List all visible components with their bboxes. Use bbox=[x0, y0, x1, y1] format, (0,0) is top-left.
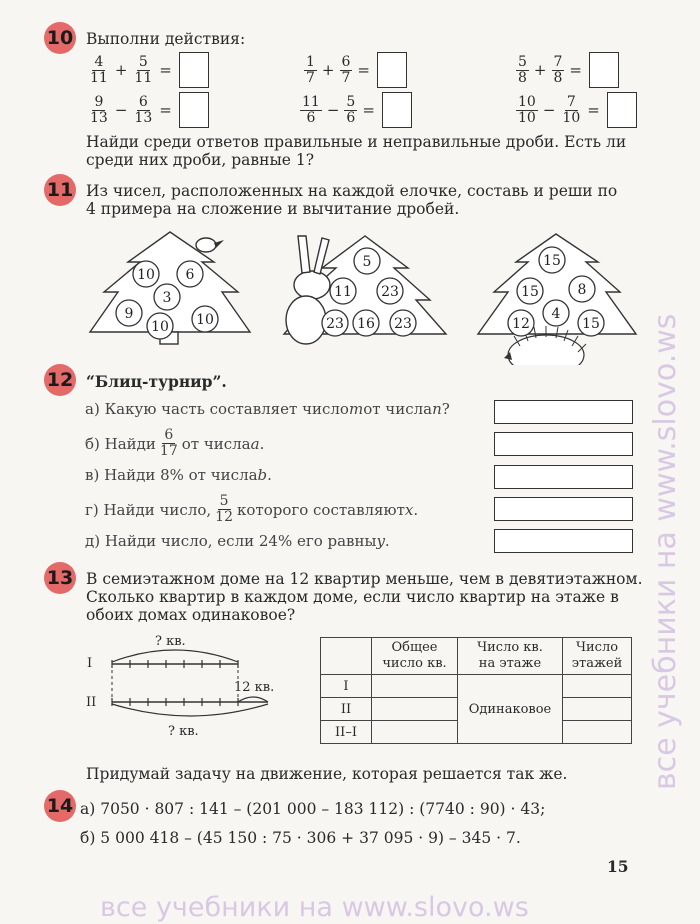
table-cell[interactable] bbox=[563, 698, 632, 721]
tree-number: 3 bbox=[162, 290, 172, 306]
blitz-question-b: б) Найди $\frac{6}{17}$ от числа a . bbox=[85, 427, 265, 459]
tree-number: 11 bbox=[334, 284, 352, 300]
tree-number: 16 bbox=[357, 316, 375, 332]
operator: + bbox=[321, 61, 335, 79]
answer-box[interactable] bbox=[589, 52, 619, 88]
watermark-side: все учебники на www.slovo.ws bbox=[648, 313, 683, 790]
tree-number: 6 bbox=[185, 267, 195, 283]
equals-sign: = bbox=[159, 101, 172, 119]
fraction: $\frac{7}{8}$ bbox=[553, 53, 563, 86]
blitz-question-e: д) Найди число, если 24% его равны y . bbox=[85, 532, 390, 550]
tree-number: 5 bbox=[362, 254, 372, 270]
tree-number: 23 bbox=[381, 284, 399, 300]
answer-box[interactable] bbox=[179, 92, 209, 128]
operator: − bbox=[326, 101, 340, 119]
tree-number: 23 bbox=[326, 316, 344, 332]
answer-box-b[interactable] bbox=[494, 432, 633, 456]
task-10-question-2: среди них дроби, равные 1? bbox=[86, 151, 315, 169]
tree-number: 4 bbox=[551, 306, 561, 322]
fraction: $\frac{10}{10}$ bbox=[518, 93, 536, 126]
equals-sign: = bbox=[159, 61, 172, 79]
task-12-title: “Блиц-турнир”. bbox=[86, 372, 227, 391]
task-10-question: Найди среди ответов правильные и неправильные дроби. Есть ли bbox=[86, 133, 627, 151]
table-header-total: Общее число кв. bbox=[372, 638, 458, 675]
fraction: $\frac{5}{8}$ bbox=[518, 53, 527, 86]
table-row-label: II–I bbox=[321, 721, 372, 744]
task-14-number: 14 bbox=[44, 790, 76, 822]
diagram-label-12: 12 кв. bbox=[234, 680, 275, 695]
task-10-exercise bbox=[514, 52, 619, 88]
tree-number: 10 bbox=[151, 319, 169, 335]
operator: + bbox=[114, 61, 128, 79]
task-13-text-3: обоих домах одинаковое? bbox=[86, 606, 296, 624]
tree-number: 10 bbox=[196, 312, 214, 328]
answer-box-e[interactable] bbox=[494, 529, 633, 553]
diagram-row-I: I bbox=[87, 656, 93, 671]
tree-number: 12 bbox=[512, 316, 530, 332]
equals-sign: = bbox=[587, 101, 600, 119]
task-10-title: Выполни действия: bbox=[86, 30, 246, 48]
task-13-number: 13 bbox=[44, 562, 76, 594]
page-number: 15 bbox=[607, 857, 629, 876]
table-cell[interactable] bbox=[372, 675, 458, 698]
task-10-exercise bbox=[86, 52, 209, 88]
task-13-motion-task: Придумай задачу на движение, которая решается так же. bbox=[86, 765, 568, 783]
table-header-floors: Число этажей bbox=[563, 638, 632, 675]
tree-number: 8 bbox=[577, 282, 587, 298]
answer-box[interactable] bbox=[382, 92, 412, 128]
operator: − bbox=[114, 101, 128, 119]
fraction: $\frac{7}{10}$ bbox=[562, 93, 581, 126]
operator: + bbox=[533, 61, 547, 79]
fraction: $\frac{11}{6}$ bbox=[302, 93, 320, 126]
table-cell[interactable] bbox=[372, 698, 458, 721]
data-table bbox=[320, 637, 632, 744]
answer-box[interactable] bbox=[179, 52, 209, 88]
table-row-label: I bbox=[321, 675, 372, 698]
task-10-exercise bbox=[302, 52, 407, 88]
fraction: $\frac{5}{11}$ bbox=[134, 53, 153, 86]
task-14-expression-a: а) 7050 · 807 : 141 – (201 000 – 183 112) : (7740 : 90) · 43; bbox=[80, 800, 546, 818]
answer-box-a[interactable] bbox=[494, 400, 633, 424]
diagram-label-top: ? кв. bbox=[155, 634, 186, 649]
fraction: $\frac{1}{7}$ bbox=[306, 53, 315, 86]
fraction: $\frac{6}{7}$ bbox=[341, 53, 351, 86]
tree-number: 23 bbox=[394, 316, 412, 332]
tree-number: 15 bbox=[521, 284, 539, 300]
watermark-bottom: все учебники на www.slovo.ws bbox=[100, 892, 529, 923]
task-13-text: В семиэтажном доме на 12 квартир меньше, чем в девятиэтажном. bbox=[86, 570, 643, 588]
task-11-number: 11 bbox=[44, 174, 76, 206]
table-cell[interactable] bbox=[563, 721, 632, 744]
equals-sign: = bbox=[357, 61, 370, 79]
blitz-question-c: в) Найди 8% от числа b . bbox=[85, 466, 272, 484]
tree-number: 10 bbox=[137, 267, 155, 283]
task-11-text-2: 4 примера на сложение и вычитание дробей. bbox=[86, 200, 460, 218]
table-header-per-floor: Число кв. на этаже bbox=[458, 638, 563, 675]
answer-box-c[interactable] bbox=[494, 465, 633, 489]
task-10-number: 10 bbox=[44, 22, 76, 54]
task-12-number: 12 bbox=[44, 364, 76, 396]
blitz-question-d: г) Найди число, $\frac{5}{12}$ которого составляют x . bbox=[85, 493, 419, 525]
task-13-text-2: Сколько квартир в каждом доме, если число квартир на этаже в bbox=[86, 588, 619, 606]
task-11-text: Из чисел, расположенных на каждой елочке, составь и реши по bbox=[86, 182, 618, 200]
answer-box[interactable] bbox=[377, 52, 407, 88]
tree-number: 15 bbox=[582, 316, 600, 332]
table-cell-same: Одинаковое bbox=[458, 675, 563, 744]
answer-box[interactable] bbox=[607, 92, 637, 128]
task-14-expression-b: б) 5 000 418 – (45 150 : 75 · 306 + 37 095 · 9) – 345 · 7. bbox=[80, 829, 521, 847]
operator: − bbox=[542, 101, 556, 119]
trees-illustration bbox=[0, 225, 700, 365]
diagram-row-II: II bbox=[86, 695, 97, 710]
diagram-label-bottom: ? кв. bbox=[168, 724, 199, 739]
blitz-question-a: а) Какую часть составляет число m от числа n ? bbox=[85, 400, 450, 418]
table-row-label: II bbox=[321, 698, 372, 721]
table-cell[interactable] bbox=[372, 721, 458, 744]
equals-sign: = bbox=[569, 61, 582, 79]
tree-number: 9 bbox=[124, 306, 134, 322]
task-10-exercise bbox=[86, 92, 209, 128]
fraction: $\frac{9}{13}$ bbox=[90, 93, 108, 126]
task-10-exercise bbox=[298, 92, 412, 128]
answer-box-d[interactable] bbox=[494, 497, 633, 521]
fraction: $\frac{4}{11}$ bbox=[90, 53, 108, 86]
tree-number: 15 bbox=[543, 253, 561, 269]
fraction: $\frac{6}{13}$ bbox=[134, 93, 153, 126]
task-10-exercise bbox=[514, 92, 637, 128]
equals-sign: = bbox=[362, 101, 375, 119]
fraction: $\frac{5}{6}$ bbox=[346, 93, 356, 126]
table-cell[interactable] bbox=[563, 675, 632, 698]
